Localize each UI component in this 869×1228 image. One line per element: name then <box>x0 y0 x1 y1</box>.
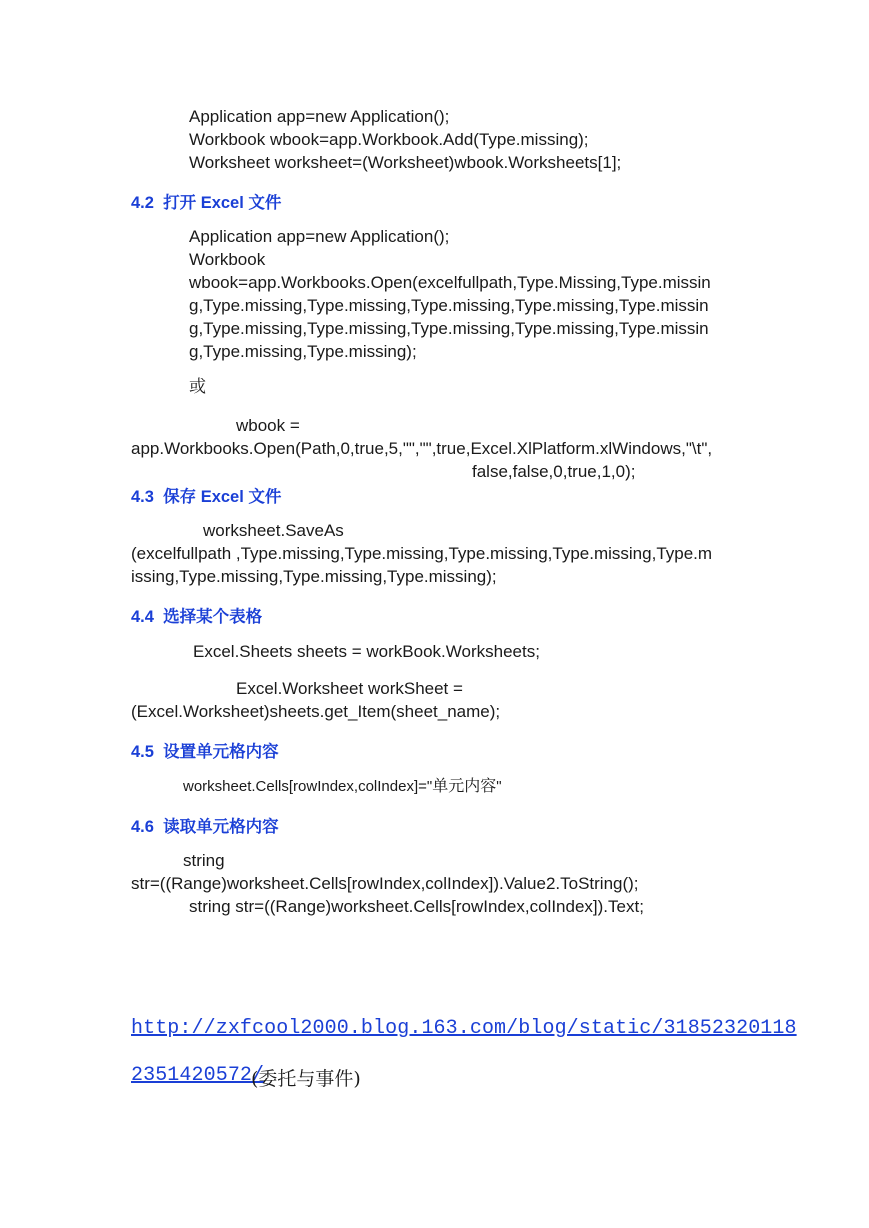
code-line: app.Workbooks.Open(Path,0,true,5,"","",true,Excel.XlPlatform.xlWindows,"\t", <box>131 439 713 458</box>
code-line: wbook=app.Workbooks.Open(excelfullpath,Type.Missing,Type.missin <box>189 273 711 292</box>
code-line: issing,Type.missing,Type.missing,Type.missing); <box>131 567 497 586</box>
code-line: wbook = <box>236 416 300 435</box>
heading-4-6: 4.6 读取单元格内容 <box>131 818 279 836</box>
code-text: " <box>496 778 502 795</box>
code-line: g,Type.missing,Type.missing); <box>189 342 417 361</box>
code-line: Excel.Sheets sheets = workBook.Worksheets; <box>193 642 540 661</box>
code-line: string str=((Range)worksheet.Cells[rowIndex,colIndex]).Text; <box>189 897 644 916</box>
link-suffix: (委托与事件) <box>251 1068 361 1090</box>
blog-link-continued[interactable]: 2351420572/ <box>131 1064 265 1087</box>
code-line: g,Type.missing,Type.missing,Type.missing,Type.missing,Type.missin <box>189 296 709 315</box>
code-line: Application app=new Application(); <box>189 227 450 246</box>
code-line: Excel.Worksheet workSheet = <box>236 679 463 698</box>
code-line: string <box>183 851 225 870</box>
code-line: (Excel.Worksheet)sheets.get_Item(sheet_name); <box>131 702 501 721</box>
code-line: (excelfullpath ,Type.missing,Type.missing,Type.missing,Type.missing,Type.m <box>131 544 713 563</box>
code-line: g,Type.missing,Type.missing,Type.missing,Type.missing,Type.missin <box>189 319 709 338</box>
heading-4-5: 4.5 设置单元格内容 <box>131 743 279 761</box>
code-line-set-cell <box>183 774 502 798</box>
code-line: Application app=new Application(); <box>189 107 450 126</box>
code-line: Workbook wbook=app.Workbook.Add(Type.missing); <box>189 130 589 149</box>
blog-link[interactable]: http://zxfcool2000.blog.163.com/blog/static/31852320118 <box>131 1017 797 1040</box>
code-line: false,false,0,true,1,0); <box>472 462 636 481</box>
or-label: 或 <box>189 377 206 397</box>
cn-text: 单元内容 <box>432 776 497 795</box>
code-line: worksheet.SaveAs <box>203 521 344 540</box>
heading-4-4: 4.4 选择某个表格 <box>131 608 263 626</box>
heading-4-2: 4.2 打开 Excel 文件 <box>131 194 282 212</box>
heading-4-3: 4.3 保存 Excel 文件 <box>131 488 282 506</box>
code-line: str=((Range)worksheet.Cells[rowIndex,colIndex]).Value2.ToString(); <box>131 874 639 893</box>
code-line: Worksheet worksheet=(Worksheet)wbook.Worksheets[1]; <box>189 153 622 172</box>
code-line: Workbook <box>189 250 266 269</box>
code-text: worksheet.Cells[rowIndex,colIndex]=" <box>183 778 433 795</box>
